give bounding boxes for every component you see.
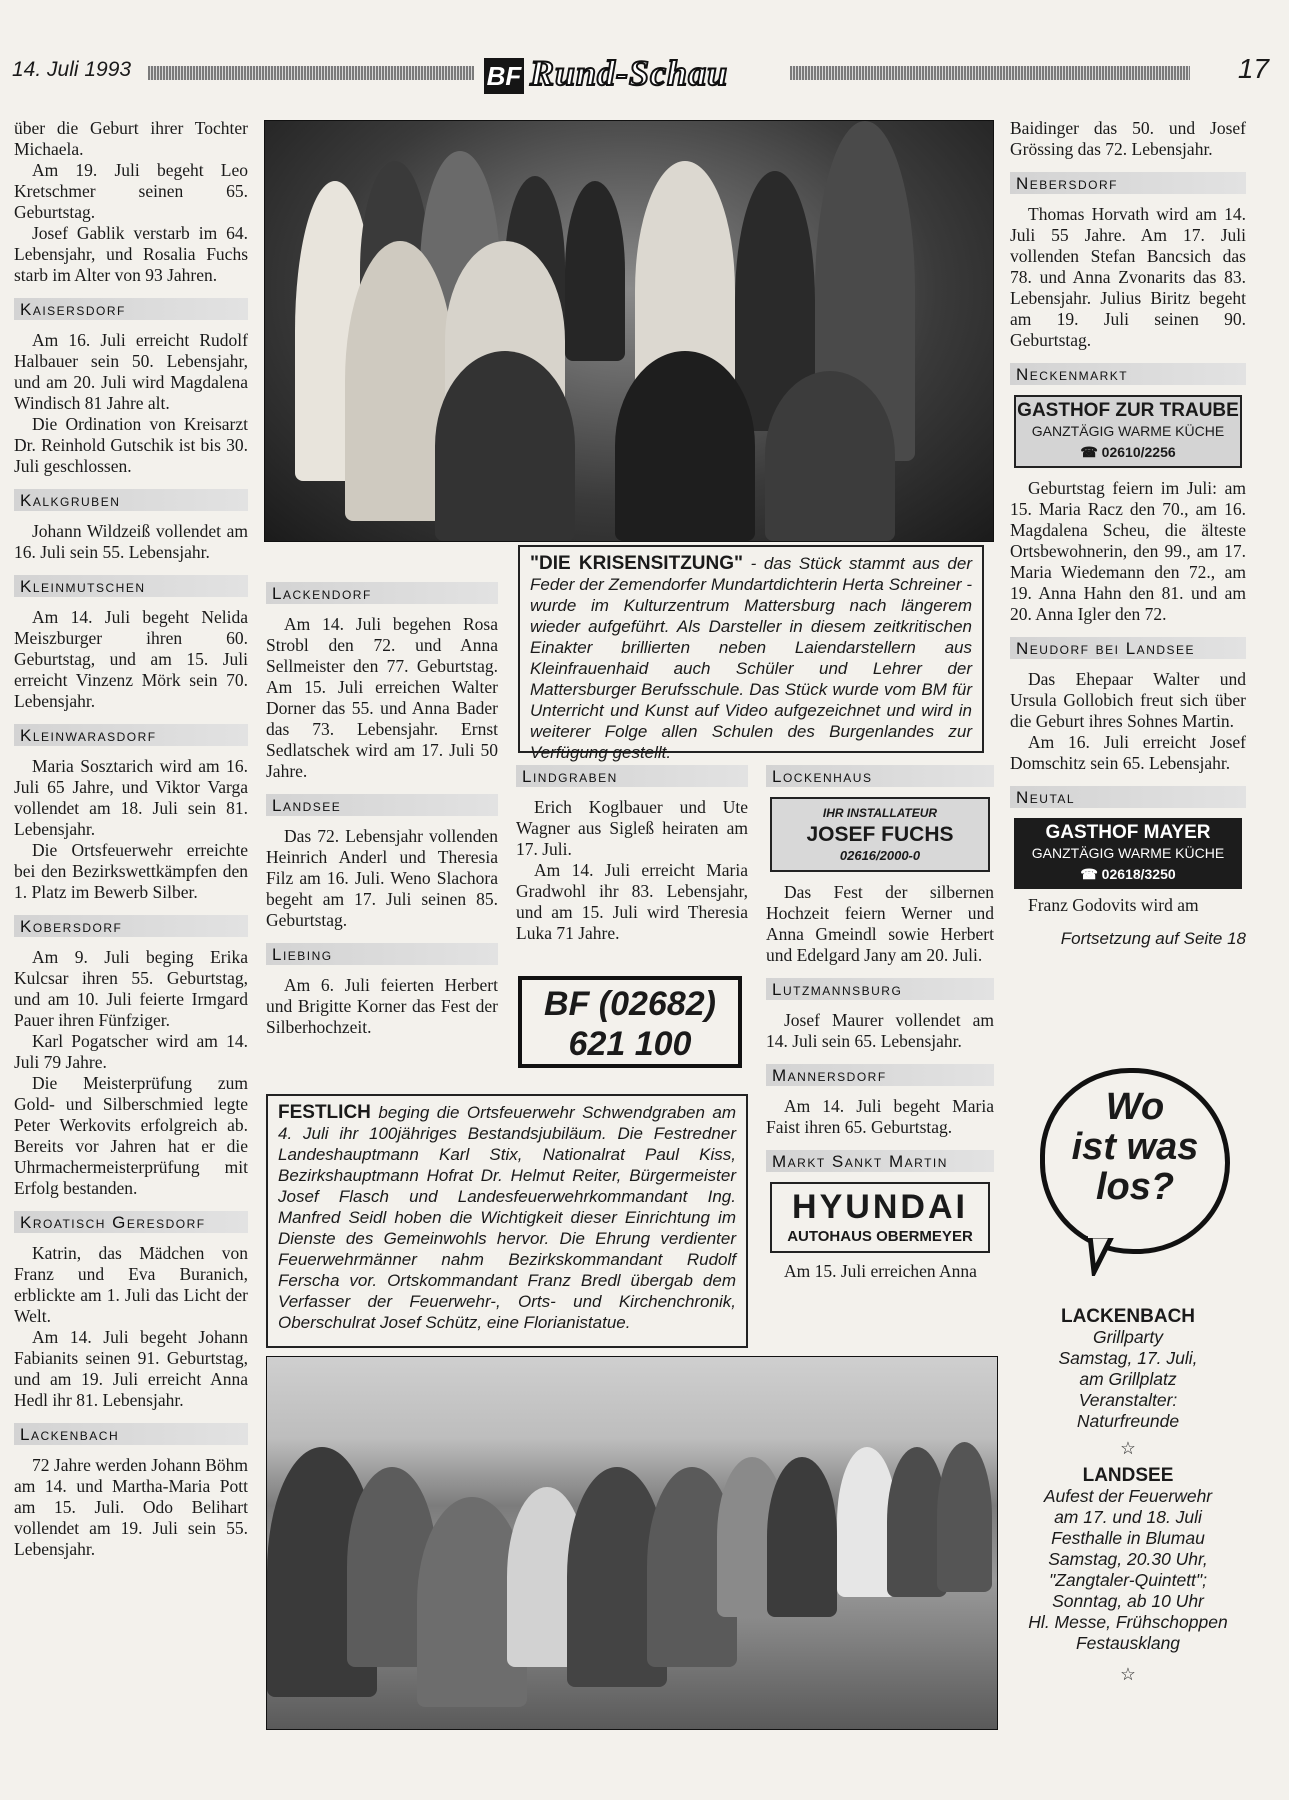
bubble-line: ist was xyxy=(1071,1126,1199,1168)
paragraph: Am 6. Juli feierten Herbert und Brigitte Korner das Fest der Silberhochzeit. xyxy=(266,975,498,1037)
column-4 xyxy=(766,765,994,1282)
ad-brand: HYUNDAI xyxy=(792,1188,968,1226)
section-heading-landsee: Landsee xyxy=(266,794,498,816)
section-heading-neutal: Neutal xyxy=(1010,786,1246,808)
bubble-line: los? xyxy=(1095,1166,1175,1208)
phone-box xyxy=(518,976,742,1068)
section-heading-neudorf-bei-landsee: Neudorf bei Landsee xyxy=(1010,637,1246,659)
section-heading-kleinwarasdorf: Kleinwarasdorf xyxy=(14,724,248,746)
section-heading-liebing: Liebing xyxy=(266,943,498,965)
event-line: "Zangtaler-Quintett"; xyxy=(1048,1570,1207,1590)
paragraph: Josef Maurer vollendet am 14. Juli sein 65. Lebensjahr. xyxy=(766,1010,994,1051)
paragraph: Karl Pogatscher wird am 14. Juli 79 Jahre. xyxy=(14,1031,248,1072)
section-heading-kobersdorf: Kobersdorf xyxy=(14,915,248,937)
section-heading-markt-sankt-martin: Markt Sankt Martin xyxy=(766,1150,994,1172)
issue-date: 14. Juli 1993 xyxy=(12,58,132,81)
bubble-line: Wo xyxy=(1105,1086,1165,1128)
section-heading-neckenmarkt: Neckenmarkt xyxy=(1010,363,1246,385)
paragraph: Am 14. Juli begehen Rosa Strobl den 72. und Anna Sellmeister den 77. Geburtstag. Am 15. Juli erreichen Walter Dorner das 55. und Anna Bader das 73. Lebensjahr. Ernst Sedlatschek wird am 17. Juli 50 Jahre. xyxy=(266,614,498,781)
ad-gasthof-mayer xyxy=(1014,818,1242,889)
paragraph: Am 14. Juli begeht Nelida Meiszburger ihren 60. Geburtstag, und am 15. Juli erreicht Vinzenz Mörk sein 70. Lebensjahr. xyxy=(14,607,248,711)
paragraph: Erich Koglbauer und Ute Wagner aus Sigleß heiraten am 17. Juli. xyxy=(516,797,748,859)
paragraph: Das Ehepaar Walter und Ursula Gollobich freut sich über die Geburt ihres Sohnes Martin. xyxy=(1010,669,1246,731)
paragraph: Am 16. Juli erreicht Josef Domschitz sein 65. Lebensjahr. xyxy=(1010,732,1246,773)
section-heading-kroatisch-geresdorf: Kroatisch Geresdorf xyxy=(14,1211,248,1233)
event-line: Naturfreunde xyxy=(1076,1411,1180,1431)
section-heading-lackendorf: Lackendorf xyxy=(266,582,498,604)
photo-ceremony xyxy=(266,1356,998,1730)
column-5 xyxy=(1010,118,1246,949)
paragraph: Maria Sosztarich wird am 16. Juli 65 Jahre, und Viktor Varga vollendet am 18. Juli sein 81. Lebensjahr. xyxy=(14,756,248,839)
phone-line-2: 621 100 xyxy=(568,1025,692,1063)
ad-company-name: JOSEF FUCHS xyxy=(806,823,954,846)
event-line: Grillparty xyxy=(1092,1327,1163,1347)
event-line: Samstag, 17. Juli, xyxy=(1058,1348,1198,1368)
ad-tagline: IHR INSTALLATEUR xyxy=(822,806,938,820)
column-3 xyxy=(516,765,748,944)
ad-phone: ☎ 02610/2256 xyxy=(1080,444,1176,460)
continuation-note: Fortsetzung auf Seite 18 xyxy=(1060,929,1246,948)
section-heading-lackenbach: Lackenbach xyxy=(14,1423,248,1445)
photo-theatre-group xyxy=(264,120,994,542)
paragraph: über die Geburt ihrer Tochter Michaela. xyxy=(14,118,248,159)
event-place: LACKENBACH xyxy=(1060,1306,1196,1327)
paragraph: Am 9. Juli beging Erika Kulcsar ihren 55. Geburtstag, und am 10. Juli feierte Irmgard Pauer ihren Fünfziger. xyxy=(14,947,248,1030)
caption-krisensitzung xyxy=(518,545,984,762)
events-list xyxy=(1010,1306,1246,1685)
event-line: Veranstalter: xyxy=(1078,1390,1178,1410)
event-line: am 17. und 18. Juli xyxy=(1054,1507,1202,1527)
paragraph: Am 14. Juli begeht Johann Fabianits seinen 91. Geburtstag, und am 19. Juli erreicht Anna Hedl ihr 81. Lebensjahr. xyxy=(14,1327,248,1410)
paragraph: Am 15. Juli erreichen Anna xyxy=(784,1261,977,1281)
event-line: Hl. Messe, Frühschoppen xyxy=(1028,1612,1228,1632)
page-number: 17 xyxy=(1237,53,1269,84)
paragraph: Das 72. Lebensjahr vollenden Heinrich Anderl und Theresia Filz am 16. Juli. Weno Slachora begeht am 17. Juli seinen 85. Geburtstag. xyxy=(266,826,498,930)
star-icon: ☆ xyxy=(1120,1664,1136,1684)
paragraph: Katrin, das Mädchen von Franz und Eva Buranich, erblickte am 1. Juli das Licht der Welt. xyxy=(14,1243,248,1326)
column-2 xyxy=(266,570,498,1038)
paragraph: Baidinger das 50. und Josef Grössing das 72. Lebensjahr. xyxy=(1010,118,1246,159)
ad-subtitle: GANZTÄGIG WARME KÜCHE xyxy=(1031,423,1225,439)
logo-name: Rund-Schau xyxy=(530,53,729,93)
phone-line-1: BF (02682) xyxy=(544,985,716,1023)
paragraph: Johann Wildzeiß vollendet am 16. Juli sein 55. Lebensjahr. xyxy=(14,521,248,562)
paragraph: 72 Jahre werden Johann Böhm am 14. und Martha-Maria Pott am 15. Juli. Odo Belihart vollendet am 19. Juli sein 55. Lebensjahr. xyxy=(14,1455,248,1559)
paragraph: Die Ordination von Kreisarzt Dr. Reinhold Gutschik ist bis 30. Juli geschlossen. xyxy=(14,414,248,476)
section-heading-lindgraben: Lindgraben xyxy=(516,765,748,787)
event-line: Festausklang xyxy=(1075,1633,1181,1653)
logo-abbreviation: BF xyxy=(484,58,524,94)
paragraph: Thomas Horvath wird am 14. Juli 55 Jahre. Am 17. Juli vollenden Stefan Bancsich das 78. und Anna Zvonarits das 83. Lebensjahr. Julius Biritz begeht am 19. Juli seinen 90. Geburtstag. xyxy=(1010,204,1246,350)
header-rule-left xyxy=(148,66,474,80)
paragraph: Die Ortsfeuerwehr erreichte bei den Bezirkswettkämpfen den 1. Platz im Bewerb Silber. xyxy=(14,840,248,902)
event-line: Aufest der Feuerwehr xyxy=(1043,1486,1213,1506)
ad-phone: 02616/2000-0 xyxy=(839,848,921,863)
star-icon: ☆ xyxy=(1120,1438,1136,1458)
section-heading-lutzmannsburg: Lutzmannsburg xyxy=(766,978,994,1000)
caption-lead: FESTLICH xyxy=(278,1102,371,1123)
event-line: Samstag, 20.30 Uhr, xyxy=(1048,1549,1208,1569)
ad-hyundai xyxy=(770,1182,990,1253)
speech-bubble xyxy=(1040,1068,1230,1254)
paragraph: Geburtstag feiern im Juli: am 15. Maria Racz den 70., am 16. Magdalena Scheu, die älteste Ortsbewohnerin, den 99., am 17. Maria Wiedemann den 72., am 19. Anna Hahn den 81. und am 20. Anna Igler den 72. xyxy=(1010,478,1246,624)
section-heading-kaisersdorf: Kaisersdorf xyxy=(14,298,248,320)
paragraph: Josef Gablik verstarb im 64. Lebensjahr, und Rosalia Fuchs starb im Alter von 93 Jahren. xyxy=(14,223,248,285)
column-1 xyxy=(14,118,248,1560)
event-line: am Grillplatz xyxy=(1079,1369,1177,1389)
section-heading-kleinmutschen: Kleinmutschen xyxy=(14,575,248,597)
caption-festlich xyxy=(266,1094,748,1348)
section-heading-kalkgruben: Kalkgruben xyxy=(14,489,248,511)
paragraph: Die Meisterprüfung zum Gold- und Silberschmied legte Peter Werkovits erfolgreich ab. Bereits vor Jahren hat er die Uhrmachermeisterprüfung mit Erfolg bestanden. xyxy=(14,1073,248,1198)
paragraph: Am 19. Juli begeht Leo Kretschmer seinen 65. Geburtstag. xyxy=(14,160,248,222)
paragraph: Am 14. Juli erreicht Maria Gradwohl ihr 83. Lebensjahr, und am 15. Juli wird Theresia Luka 71 Jahre. xyxy=(516,860,748,943)
header-rule-right xyxy=(790,66,1190,80)
paragraph: Das Fest der silbernen Hochzeit feiern Werner und Anna Gmeindl sowie Herbert und Edelgard Jany am 20. Juli. xyxy=(766,882,994,965)
ad-dealer: AUTOHAUS OBERMEYER xyxy=(787,1228,973,1245)
caption-text: beging die Ortsfeuerwehr Schwendgraben am 4. Juli ihr 100jähriges Bestandsjubiläum. Die Festredner Landeshauptmann Karl Stix, Nationalrat Paul Kiss, Bezirkshauptmann Hofrat Dr. Helmut Reiter, Bürgermeister Josef Flasch und Landesfeuerwehrkommandant Ing. Manfred Seidl hoben die Wichtigkeit dieser Einrichtung im Dienste des Gemeinwohls hervor. Die Ehrung verdienter Feuerwehrmänner nahm Bezirkskommandant Rudolf Ferscha vor. Ortskommandant Franz Bredl übergab dem Verfasser der Feuerwehr-, Orts- und Kirchenchronik, Oberschulrat Josef Schütz, eine Florianistatue. xyxy=(278,1103,736,1332)
ad-name: GASTHOF ZUR TRAUBE xyxy=(1017,400,1239,421)
section-heading-mannersdorf: Mannersdorf xyxy=(766,1064,994,1086)
event-place: LANDSEE xyxy=(1082,1465,1174,1486)
paragraph: Am 16. Juli erreicht Rudolf Halbauer sein 50. Lebensjahr, und am 20. Juli wird Magdalena Windisch 81 Jahre alt. xyxy=(14,330,248,413)
ad-josef-fuchs xyxy=(770,797,990,872)
caption-lead: "DIE KRISENSITZUNG" xyxy=(530,553,744,574)
event-line: Festhalle in Blumau xyxy=(1051,1528,1205,1548)
speech-bubble-tail xyxy=(1086,1236,1126,1276)
ad-subtitle: GANZTÄGIG WARME KÜCHE xyxy=(1031,845,1225,861)
section-heading-nebersdorf: Nebersdorf xyxy=(1010,172,1246,194)
caption-text: - das Stück stammt aus der Feder der Zemendorfer Mundartdichterin Herta Schreiner - wurde im Kulturzentrum Mattersburg nach längerem wieder aufgeführt. Als Darsteller in diesem zeitkritischen Einakter brillierten neben Laiendarstellern aus Kleinfrauenhaid auch Schüler und Lehrer der Mattersburger Berufsschule. Das Stück wurde vom BM für Unterricht und Kunst auf Video aufgezeichnet und wird in weiterer Folge allen Schulen des Burgenlandes zur Verfügung gestellt. xyxy=(530,554,972,762)
section-heading-lockenhaus: Lockenhaus xyxy=(766,765,994,787)
paragraph: Franz Godovits wird am xyxy=(1028,895,1199,915)
ad-phone: ☎ 02618/3250 xyxy=(1080,866,1176,882)
event-line: Sonntag, ab 10 Uhr xyxy=(1052,1591,1204,1611)
ad-gasthof-zur-traube xyxy=(1014,395,1242,468)
paragraph: Am 14. Juli begeht Maria Faist ihren 65. Geburtstag. xyxy=(766,1096,994,1137)
ad-name: GASTHOF MAYER xyxy=(1045,822,1211,843)
